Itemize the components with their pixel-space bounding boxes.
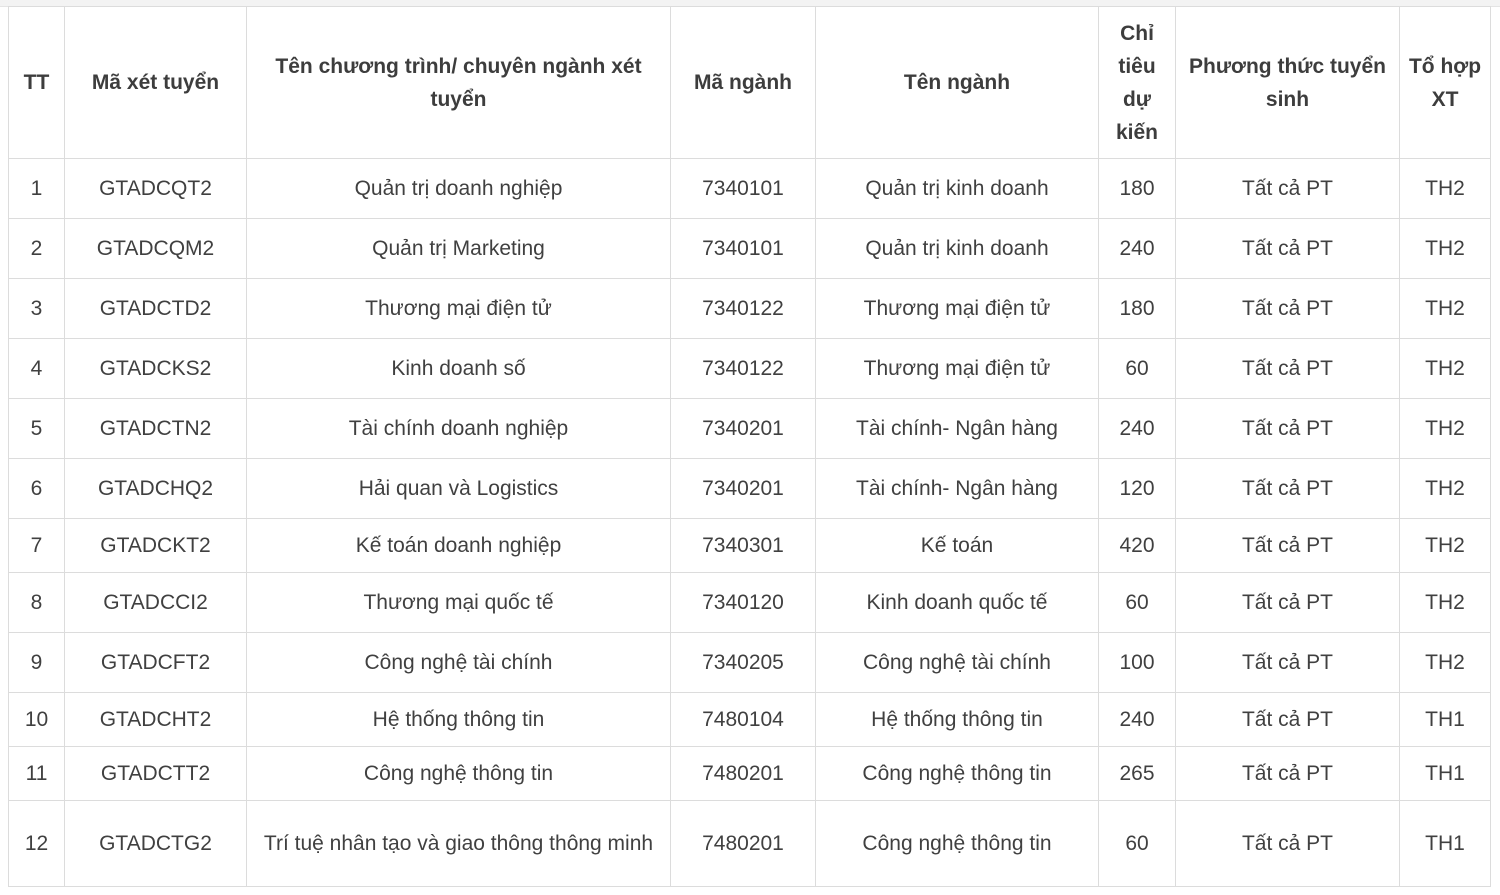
table-row xyxy=(9,519,1491,573)
cell-ten-chuong-trinh: Tài chính doanh nghiệp xyxy=(247,399,671,459)
cell-phuong-thuc: Tất cả PT xyxy=(1176,159,1400,219)
cell-ten-nganh: Thương mại điện tử xyxy=(816,279,1099,339)
cell-to-hop: TH2 xyxy=(1400,519,1491,573)
cell-tt: 12 xyxy=(9,801,65,887)
cell-ma-nganh: 7340101 xyxy=(671,219,816,279)
cell-ten-nganh: Công nghệ thông tin xyxy=(816,747,1099,801)
header-ma-xet-tuyen: Mã xét tuyển xyxy=(65,7,247,159)
cell-ma-xet-tuyen: GTADCTD2 xyxy=(65,279,247,339)
cell-to-hop: TH2 xyxy=(1400,159,1491,219)
cell-ma-nganh: 7480201 xyxy=(671,801,816,887)
header-to-hop: Tổ hợp XT xyxy=(1400,7,1491,159)
cell-chi-tieu: 240 xyxy=(1099,693,1176,747)
cell-ma-nganh: 7340301 xyxy=(671,519,816,573)
cell-ma-xet-tuyen: GTADCQT2 xyxy=(65,159,247,219)
header-phuong-thuc: Phương thức tuyển sinh xyxy=(1176,7,1400,159)
cell-ten-chuong-trinh: Quản trị doanh nghiệp xyxy=(247,159,671,219)
cell-tt: 7 xyxy=(9,519,65,573)
cell-chi-tieu: 100 xyxy=(1099,633,1176,693)
cell-ten-chuong-trinh: Kế toán doanh nghiệp xyxy=(247,519,671,573)
cell-phuong-thuc: Tất cả PT xyxy=(1176,801,1400,887)
cell-ma-nganh: 7340201 xyxy=(671,399,816,459)
table-row xyxy=(9,159,1491,219)
cell-tt: 6 xyxy=(9,459,65,519)
cell-phuong-thuc: Tất cả PT xyxy=(1176,219,1400,279)
cell-ma-xet-tuyen: GTADCTT2 xyxy=(65,747,247,801)
cell-ma-xet-tuyen: GTADCHQ2 xyxy=(65,459,247,519)
cell-phuong-thuc: Tất cả PT xyxy=(1176,747,1400,801)
cell-ten-chuong-trinh: Hải quan và Logistics xyxy=(247,459,671,519)
cell-tt: 8 xyxy=(9,573,65,633)
cell-tt: 11 xyxy=(9,747,65,801)
cell-ten-nganh: Quản trị kinh doanh xyxy=(816,159,1099,219)
cell-ma-nganh: 7340205 xyxy=(671,633,816,693)
cell-ten-nganh: Thương mại điện tử xyxy=(816,339,1099,399)
cell-ten-nganh: Công nghệ thông tin xyxy=(816,801,1099,887)
cell-tt: 4 xyxy=(9,339,65,399)
cell-ma-nganh: 7480201 xyxy=(671,747,816,801)
cell-ten-chuong-trinh: Thương mại điện tử xyxy=(247,279,671,339)
header-row xyxy=(9,7,1491,159)
cell-ma-xet-tuyen: GTADCCI2 xyxy=(65,573,247,633)
cell-chi-tieu: 240 xyxy=(1099,219,1176,279)
cell-ten-chuong-trinh: Trí tuệ nhân tạo và giao thông thông minh xyxy=(247,801,671,887)
table-row xyxy=(9,279,1491,339)
table-row xyxy=(9,633,1491,693)
cell-ma-xet-tuyen: GTADCTN2 xyxy=(65,399,247,459)
table-row xyxy=(9,339,1491,399)
cell-chi-tieu: 240 xyxy=(1099,399,1176,459)
cell-ma-nganh: 7340122 xyxy=(671,339,816,399)
cell-phuong-thuc: Tất cả PT xyxy=(1176,693,1400,747)
cell-to-hop: TH2 xyxy=(1400,459,1491,519)
admission-table xyxy=(8,6,1491,887)
cell-ten-nganh: Kế toán xyxy=(816,519,1099,573)
cell-ma-xet-tuyen: GTADCFT2 xyxy=(65,633,247,693)
cell-to-hop: TH2 xyxy=(1400,399,1491,459)
cell-ten-nganh: Quản trị kinh doanh xyxy=(816,219,1099,279)
cell-ma-xet-tuyen: GTADCTG2 xyxy=(65,801,247,887)
cell-to-hop: TH2 xyxy=(1400,339,1491,399)
header-ten-chuong-trinh: Tên chương trình/ chuyên ngành xét tuyển xyxy=(247,7,671,159)
cell-to-hop: TH2 xyxy=(1400,279,1491,339)
cell-phuong-thuc: Tất cả PT xyxy=(1176,573,1400,633)
cell-chi-tieu: 120 xyxy=(1099,459,1176,519)
cell-ma-nganh: 7340120 xyxy=(671,573,816,633)
cell-ten-chuong-trinh: Công nghệ tài chính xyxy=(247,633,671,693)
header-ten-nganh: Tên ngành xyxy=(816,7,1099,159)
cell-ten-nganh: Tài chính- Ngân hàng xyxy=(816,399,1099,459)
cell-chi-tieu: 265 xyxy=(1099,747,1176,801)
cell-ma-nganh: 7480104 xyxy=(671,693,816,747)
cell-chi-tieu: 420 xyxy=(1099,519,1176,573)
cell-to-hop: TH1 xyxy=(1400,747,1491,801)
cell-chi-tieu: 180 xyxy=(1099,279,1176,339)
cell-to-hop: TH2 xyxy=(1400,219,1491,279)
cell-tt: 3 xyxy=(9,279,65,339)
cell-ten-chuong-trinh: Quản trị Marketing xyxy=(247,219,671,279)
cell-ma-xet-tuyen: GTADCQM2 xyxy=(65,219,247,279)
cell-chi-tieu: 60 xyxy=(1099,801,1176,887)
cell-chi-tieu: 180 xyxy=(1099,159,1176,219)
table-body xyxy=(9,159,1491,887)
cell-ma-xet-tuyen: GTADCHT2 xyxy=(65,693,247,747)
table-row xyxy=(9,693,1491,747)
cell-phuong-thuc: Tất cả PT xyxy=(1176,399,1400,459)
table-row xyxy=(9,459,1491,519)
cell-tt: 5 xyxy=(9,399,65,459)
header-ma-nganh: Mã ngành xyxy=(671,7,816,159)
header-chi-tieu: Chỉ tiêu dự kiến xyxy=(1099,7,1176,159)
cell-tt: 2 xyxy=(9,219,65,279)
cell-ten-chuong-trinh: Công nghệ thông tin xyxy=(247,747,671,801)
cell-ten-nganh: Hệ thống thông tin xyxy=(816,693,1099,747)
cell-phuong-thuc: Tất cả PT xyxy=(1176,339,1400,399)
table-row xyxy=(9,801,1491,887)
cell-to-hop: TH1 xyxy=(1400,801,1491,887)
cell-tt: 9 xyxy=(9,633,65,693)
cell-ma-xet-tuyen: GTADCKT2 xyxy=(65,519,247,573)
cell-chi-tieu: 60 xyxy=(1099,573,1176,633)
cell-phuong-thuc: Tất cả PT xyxy=(1176,279,1400,339)
cell-chi-tieu: 60 xyxy=(1099,339,1176,399)
cell-ten-chuong-trinh: Hệ thống thông tin xyxy=(247,693,671,747)
table-row xyxy=(9,219,1491,279)
cell-tt: 10 xyxy=(9,693,65,747)
header-tt: TT xyxy=(9,7,65,159)
cell-ten-nganh: Kinh doanh quốc tế xyxy=(816,573,1099,633)
cell-ten-chuong-trinh: Thương mại quốc tế xyxy=(247,573,671,633)
table-row xyxy=(9,747,1491,801)
cell-ten-nganh: Công nghệ tài chính xyxy=(816,633,1099,693)
cell-ma-xet-tuyen: GTADCKS2 xyxy=(65,339,247,399)
cell-phuong-thuc: Tất cả PT xyxy=(1176,633,1400,693)
cell-to-hop: TH1 xyxy=(1400,693,1491,747)
table-row xyxy=(9,399,1491,459)
cell-phuong-thuc: Tất cả PT xyxy=(1176,459,1400,519)
cell-tt: 1 xyxy=(9,159,65,219)
cell-to-hop: TH2 xyxy=(1400,633,1491,693)
cell-to-hop: TH2 xyxy=(1400,573,1491,633)
cell-phuong-thuc: Tất cả PT xyxy=(1176,519,1400,573)
cell-ma-nganh: 7340122 xyxy=(671,279,816,339)
cell-ma-nganh: 7340101 xyxy=(671,159,816,219)
cell-ma-nganh: 7340201 xyxy=(671,459,816,519)
cell-ten-nganh: Tài chính- Ngân hàng xyxy=(816,459,1099,519)
cell-ten-chuong-trinh: Kinh doanh số xyxy=(247,339,671,399)
table-row xyxy=(9,573,1491,633)
